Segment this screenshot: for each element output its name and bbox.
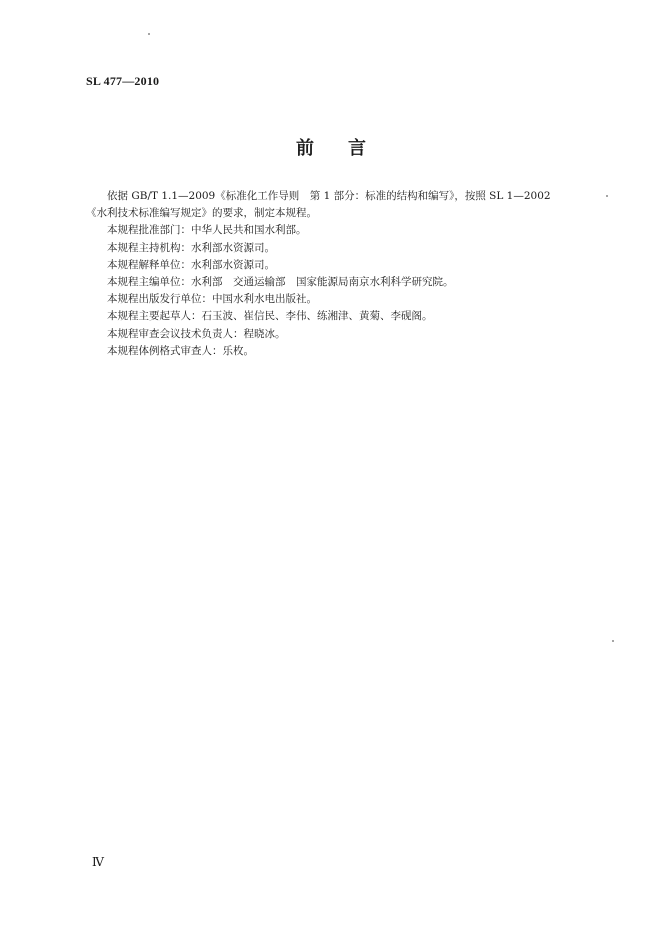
- chief-editing-units: 本规程主编单位：水利部 交通运输部 国家能源局南京水利科学研究院。: [107, 276, 454, 289]
- format-reviewer: 本规程体例格式审查人：乐枚。: [107, 344, 254, 357]
- host-organization: 本规程主持机构：水利部水资源司。: [107, 241, 275, 254]
- publisher: 本规程出版发行单位：中国水利水电出版社。: [107, 293, 317, 306]
- preface-body: [86, 188, 606, 360]
- main-drafters: 本规程主要起草人：石玉波、崔信民、李伟、练湘津、黄菊、李砚阁。: [107, 310, 433, 323]
- page-number: Ⅳ: [92, 855, 104, 869]
- page-title: 前言: [296, 138, 400, 159]
- interpretation-unit: 本规程解释单位：水利部水资源司。: [107, 258, 275, 271]
- approval-department: 本规程批准部门：中华人民共和国水利部。: [107, 224, 307, 237]
- scan-speck: [148, 33, 150, 35]
- technical-reviewer: 本规程审查会议技术负责人：程晓冰。: [107, 327, 286, 340]
- basis-paragraph-line-2: 《水利技术标准编写规定》的要求，制定本规程。: [86, 207, 317, 220]
- basis-paragraph-line-1: 依据 GB/T 1.1—2009《标准化工作导则 第 1 部分：标准的结构和编写》，按照 SL 1—2002: [107, 190, 551, 202]
- scan-speck: [606, 195, 608, 197]
- standard-code: SL 477—2010: [86, 74, 160, 88]
- scan-speck: [612, 640, 614, 642]
